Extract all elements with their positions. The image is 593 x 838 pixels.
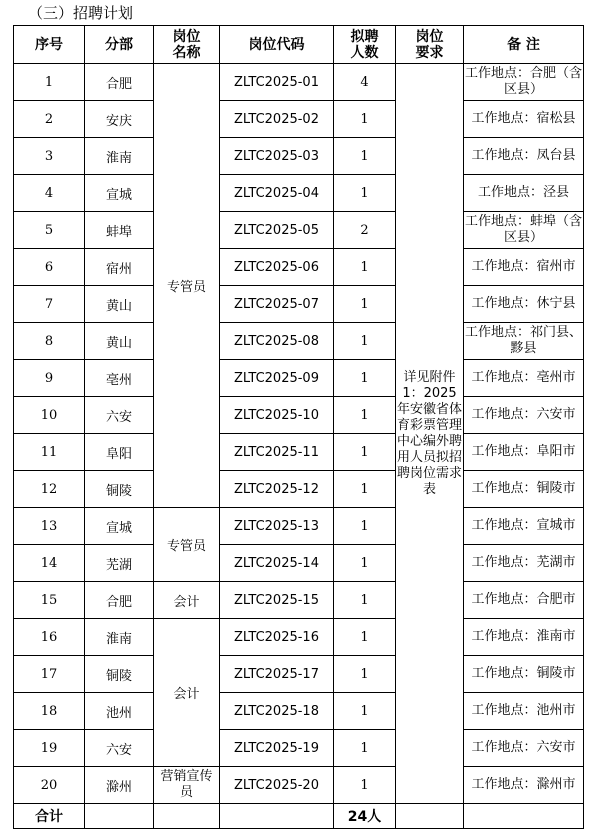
cell-quota: 1 [334,323,396,360]
header-requirement-text: 岗位要求 [415,28,444,61]
cell-branch: 黄山 [85,286,154,323]
cell-quota: 1 [334,508,396,545]
cell-seq: 8 [14,323,85,360]
note-text: 工作地点：宿松县 [471,111,576,126]
cell-note [464,101,584,138]
cell-code: ZLTC2025-13 [220,508,334,545]
cell-seq: 20 [14,767,85,804]
cell-branch: 合肥 [85,582,154,619]
total-empty-branch [85,804,154,829]
note-text: 工作地点：合肥（含区县） [464,66,582,97]
section-heading: （三）招聘计划 [28,4,134,22]
table-row [14,138,584,175]
note-text: 工作地点：淮南市 [471,629,576,644]
table-row [14,730,584,767]
cell-branch: 六安 [85,730,154,767]
cell-note [464,545,584,582]
table-row [14,508,584,545]
cell-branch: 宣城 [85,175,154,212]
cell-seq: 3 [14,138,85,175]
post-group-5-text: 营销宣传员 [160,769,213,800]
cell-note [464,286,584,323]
header-remark: 备 注 [464,26,584,64]
cell-seq: 13 [14,508,85,545]
header-seq: 序号 [14,26,85,64]
note-text: 工作地点：芜湖市 [471,555,576,570]
cell-branch: 蚌埠 [85,212,154,249]
cell-quota: 1 [334,249,396,286]
table-row [14,656,584,693]
note-text: 工作地点：铜陵市 [471,481,576,496]
cell-code: ZLTC2025-14 [220,545,334,582]
cell-seq: 4 [14,175,85,212]
note-text: 工作地点：宣城市 [471,518,576,533]
cell-code: ZLTC2025-05 [220,212,334,249]
cell-branch: 合肥 [85,64,154,101]
total-label: 合计 [14,804,85,829]
cell-seq: 5 [14,212,85,249]
cell-note [464,619,584,656]
cell-code: ZLTC2025-07 [220,286,334,323]
header-row [14,26,584,64]
cell-branch: 黄山 [85,323,154,360]
cell-code: ZLTC2025-04 [220,175,334,212]
header-quota [334,26,396,64]
header-branch: 分部 [85,26,154,64]
cell-quota: 1 [334,545,396,582]
table-row [14,249,584,286]
cell-branch: 淮南 [85,619,154,656]
note-text: 工作地点：滁州市 [471,777,576,792]
table-row [14,101,584,138]
cell-note [464,767,584,804]
cell-code: ZLTC2025-18 [220,693,334,730]
cell-quota: 1 [334,471,396,508]
cell-quota: 1 [334,693,396,730]
cell-branch: 六安 [85,397,154,434]
note-text: 工作地点：蚌埠（含区县） [464,214,582,245]
cell-code: ZLTC2025-03 [220,138,334,175]
cell-branch: 宣城 [85,508,154,545]
cell-quota: 1 [334,434,396,471]
cell-quota: 1 [334,656,396,693]
cell-note [464,471,584,508]
cell-note [464,323,584,360]
cell-branch: 铜陵 [85,656,154,693]
cell-code: ZLTC2025-06 [220,249,334,286]
note-text: 工作地点：休宁县 [471,296,576,311]
cell-code: ZLTC2025-15 [220,582,334,619]
note-text: 工作地点：泾县 [477,185,569,200]
cell-seq: 11 [14,434,85,471]
cell-branch: 安庆 [85,101,154,138]
cell-code: ZLTC2025-17 [220,656,334,693]
table-row [14,360,584,397]
cell-note [464,138,584,175]
cell-quota: 1 [334,582,396,619]
cell-seq: 10 [14,397,85,434]
cell-note [464,397,584,434]
cell-seq: 19 [14,730,85,767]
cell-seq: 2 [14,101,85,138]
cell-quota: 1 [334,101,396,138]
cell-branch: 滁州 [85,767,154,804]
cell-note [464,508,584,545]
cell-note [464,730,584,767]
cell-branch: 宿州 [85,249,154,286]
cell-seq: 16 [14,619,85,656]
cell-quota: 1 [334,138,396,175]
cell-post-group-5 [154,767,220,804]
recruitment-plan-table [13,25,584,829]
note-text: 工作地点：亳州市 [471,370,576,385]
cell-code: ZLTC2025-16 [220,619,334,656]
cell-quota: 2 [334,212,396,249]
cell-seq: 9 [14,360,85,397]
note-text: 工作地点：祁门县、黟县 [464,325,582,356]
cell-quota: 1 [334,360,396,397]
cell-branch: 淮南 [85,138,154,175]
note-text: 工作地点：凤台县 [471,148,576,163]
table-row [14,212,584,249]
cell-quota: 4 [334,64,396,101]
cell-code: ZLTC2025-10 [220,397,334,434]
cell-seq: 15 [14,582,85,619]
total-empty-post [154,804,220,829]
table-row [14,545,584,582]
header-post-name-text: 岗位名称 [172,28,201,61]
cell-branch: 阜阳 [85,434,154,471]
cell-seq: 14 [14,545,85,582]
note-text: 工作地点：铜陵市 [471,666,576,681]
note-text: 工作地点：宿州市 [471,259,576,274]
header-quota-text: 拟聘人数 [350,28,379,61]
cell-code: ZLTC2025-19 [220,730,334,767]
cell-note [464,360,584,397]
cell-seq: 6 [14,249,85,286]
cell-post-group-2: 专管员 [154,508,220,582]
cell-note [464,212,584,249]
note-text: 工作地点：池州市 [471,703,576,718]
cell-note [464,656,584,693]
table-row [14,397,584,434]
table-row [14,175,584,212]
cell-quota: 1 [334,730,396,767]
header-post-name [154,26,220,64]
table-row [14,619,584,656]
cell-note [464,693,584,730]
cell-code: ZLTC2025-11 [220,434,334,471]
cell-quota: 1 [334,175,396,212]
total-empty-req [396,804,464,829]
cell-post-group-3: 会计 [154,582,220,619]
note-text: 工作地点：六安市 [471,740,576,755]
total-empty-note [464,804,584,829]
cell-code: ZLTC2025-02 [220,101,334,138]
cell-post-group-1: 专管员 [154,64,220,508]
cell-note [464,249,584,286]
note-text: 工作地点：阜阳市 [471,444,576,459]
cell-seq: 12 [14,471,85,508]
cell-quota: 1 [334,767,396,804]
cell-note [464,175,584,212]
total-empty-code [220,804,334,829]
table-row [14,434,584,471]
table-row [14,323,584,360]
table-row [14,471,584,508]
table-row [14,582,584,619]
table-row [14,767,584,804]
cell-branch: 芜湖 [85,545,154,582]
table-row [14,64,584,101]
table-row [14,693,584,730]
total-row [14,804,584,829]
cell-code: ZLTC2025-20 [220,767,334,804]
cell-code: ZLTC2025-01 [220,64,334,101]
cell-seq: 17 [14,656,85,693]
header-post-code: 岗位代码 [220,26,334,64]
cell-seq: 1 [14,64,85,101]
note-text: 工作地点：合肥市 [471,592,576,607]
cell-branch: 池州 [85,693,154,730]
total-quota: 24人 [334,804,396,829]
note-text: 工作地点：六安市 [471,407,576,422]
cell-code: ZLTC2025-09 [220,360,334,397]
cell-branch: 亳州 [85,360,154,397]
cell-quota: 1 [334,397,396,434]
cell-requirement [396,64,464,804]
cell-seq: 7 [14,286,85,323]
cell-note [464,434,584,471]
table-row [14,286,584,323]
cell-note [464,64,584,101]
cell-seq: 18 [14,693,85,730]
header-requirement [396,26,464,64]
cell-code: ZLTC2025-12 [220,471,334,508]
requirement-text: 详见附件1：2025年安徽省体育彩票管理中心编外聘用人员拟招聘岗位需求表 [396,369,462,497]
cell-note [464,582,584,619]
cell-quota: 1 [334,286,396,323]
cell-post-group-4: 会计 [154,619,220,767]
cell-quota: 1 [334,619,396,656]
cell-branch: 铜陵 [85,471,154,508]
cell-code: ZLTC2025-08 [220,323,334,360]
